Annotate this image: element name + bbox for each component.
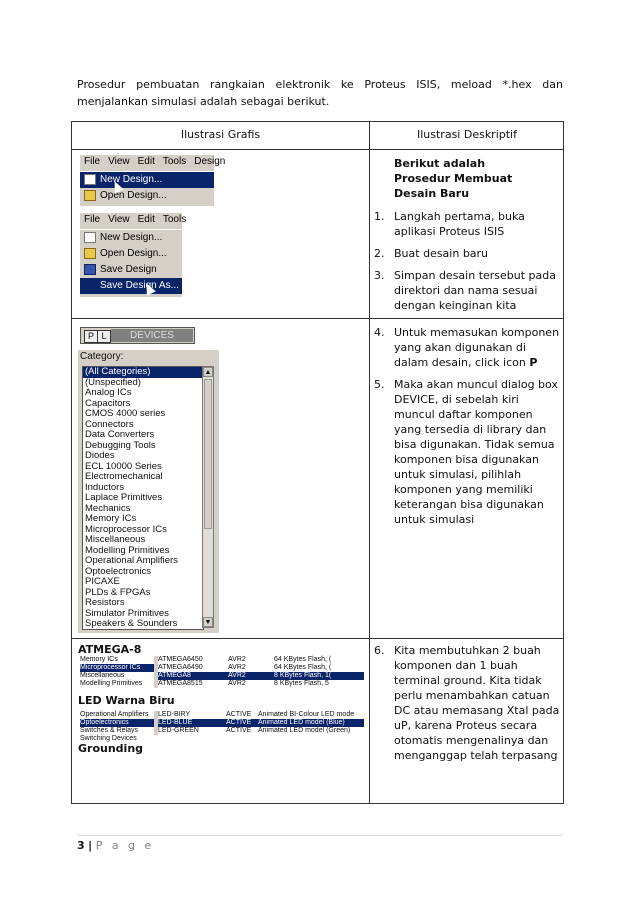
page-footer (77, 839, 154, 852)
new-document-icon (84, 174, 96, 185)
category-item[interactable]: Connectors (85, 418, 134, 430)
category-scrollbar[interactable] (202, 366, 214, 628)
device-row[interactable] (158, 664, 364, 672)
category-panel (78, 350, 219, 633)
file-menu-screenshot-1 (80, 155, 226, 206)
device-cell: ACTIVE (226, 727, 252, 734)
step-1: 1. Langkah pertama, buka aplikasi Proteus ISIS (374, 210, 525, 238)
device-row[interactable] (158, 711, 364, 719)
menu-view[interactable]: View (108, 214, 130, 225)
procedure-table (71, 121, 564, 804)
intro-paragraph: Prosedur pembuatan rangkaian elektronik ke Proteus ISIS, meload *.hex dan menjalankan simulasi adalah sebagai berikut. (77, 78, 563, 108)
category-item[interactable]: CMOS 4000 series (85, 408, 166, 419)
col2-header: Ilustrasi Deskriptif (416, 128, 517, 141)
menu-edit[interactable]: Edit (137, 214, 155, 225)
device-cell: ATMEGA6450 (158, 656, 203, 663)
category-item[interactable]: PICAXE (85, 576, 120, 587)
menu-bar (80, 155, 226, 172)
atmega-list-screenshot (80, 656, 364, 688)
menu-bar (80, 213, 187, 230)
category-item[interactable]: (All Categories) (83, 367, 203, 378)
save-disk-icon (84, 264, 96, 275)
device-cell: ATMEGA8 (158, 672, 191, 679)
device-cell: ACTIVE (226, 711, 252, 718)
menu-item-open-design[interactable]: Open Design... (80, 246, 182, 262)
device-row[interactable] (158, 719, 364, 727)
table-header-divider (72, 149, 563, 150)
atmega-device-column (158, 656, 364, 688)
menu-item-new-design[interactable]: New Design... (80, 172, 214, 188)
led-list-screenshot (80, 711, 364, 742)
menu-item-save-design-as[interactable]: Save Design As... (80, 278, 182, 294)
category-row[interactable]: Optoelectronics (80, 719, 154, 727)
device-cell: LED-BLUE (158, 719, 193, 726)
device-cell: 8 KBytes Flash, 5 (274, 680, 329, 687)
device-cell: LED-BIRY (158, 711, 191, 718)
library-button[interactable]: L (97, 330, 111, 343)
device-cell: Animated BI-Colour LED mode (258, 711, 355, 718)
new-document-icon (84, 232, 96, 243)
section1-text (374, 156, 562, 320)
footer-separator: | (88, 839, 93, 852)
step-3: 3. Simpan desain tersebut pada direktori dan nama sesuai dengan keinginan kita (374, 269, 557, 312)
device-cell: Animated LED model (Green) (258, 727, 351, 734)
category-item[interactable]: Operational Amplifiers (85, 555, 178, 566)
category-item[interactable]: Microprocessor ICs (85, 523, 167, 535)
step-6: 6. Kita membutuhkan 2 buah komponen dan 1 buah terminal ground. Kita tidak perlu menambahkan catuan DC atau memasang Xtal pada uP, karena Proteus secara otomatis mengenalinya dan menganggap telah terpasang (374, 644, 560, 762)
category-item[interactable]: Modelling Primitives (85, 544, 170, 556)
menu-item-new-design[interactable]: New Design... (80, 230, 182, 246)
file-menu-screenshot-2 (80, 213, 187, 297)
menu-file[interactable]: File (84, 156, 101, 167)
device-cell: AVR2 (228, 664, 246, 671)
category-item[interactable]: Capacitors (85, 397, 131, 409)
category-row[interactable]: Modelling Primitives (80, 680, 143, 687)
menu-item-save-design[interactable]: Save Design (80, 262, 182, 278)
devices-toolbar (80, 327, 195, 344)
category-item[interactable]: PLDs & FPGAs (85, 586, 151, 598)
grounding-label: Grounding (78, 742, 144, 755)
category-item[interactable]: ECL 10000 Series (85, 460, 162, 472)
category-item[interactable]: Laplace Primitives (85, 492, 163, 503)
category-item[interactable]: Inductors (85, 481, 125, 493)
category-row[interactable]: Operational Amplifiers (80, 711, 149, 718)
device-row[interactable] (158, 680, 364, 688)
section1-title: Berikut adalah Prosedur Membuat Desain Baru (394, 157, 513, 200)
device-cell: ATMEGA6490 (158, 664, 203, 671)
category-item[interactable]: Resistors (85, 597, 125, 608)
category-row[interactable]: Switches & Relays (80, 727, 138, 734)
category-row[interactable]: Microprocessor ICs (80, 664, 154, 672)
category-item[interactable]: Optoelectronics (85, 565, 152, 577)
device-row[interactable] (158, 656, 364, 664)
menu-item-open-design[interactable]: Open Design... (80, 188, 214, 204)
step-4: 4. Untuk memasukan komponen yang akan digunakan di dalam desain, click icon P (374, 326, 560, 369)
col1-header: Ilustrasi Grafis (180, 128, 261, 141)
devices-title: DEVICES (111, 329, 193, 342)
device-cell: ACTIVE (226, 719, 252, 726)
category-item[interactable]: Speakers & Sounders (85, 618, 178, 629)
category-item[interactable]: Diodes (85, 450, 115, 461)
menu-tools[interactable]: Tools (162, 156, 187, 167)
device-cell: 64 KBytes Flash, ( (274, 656, 332, 663)
menu-edit[interactable]: Edit (137, 156, 155, 167)
led-category-column (80, 711, 154, 742)
open-folder-icon (84, 248, 96, 259)
footer-rule (77, 835, 563, 836)
category-item[interactable]: Data Converters (85, 429, 155, 440)
page-label: P a g e (95, 839, 155, 852)
scroll-up-icon[interactable]: ▲ (204, 369, 212, 376)
category-item[interactable]: (Unspecified) (85, 376, 141, 388)
page-number: 3 (77, 839, 85, 852)
category-list[interactable] (82, 366, 204, 630)
led-label: LED Warna Biru (78, 694, 175, 707)
device-row[interactable] (158, 672, 364, 680)
category-item[interactable]: Simulator Primitives (85, 607, 169, 619)
section3-text (374, 643, 562, 770)
table-row-divider-2 (72, 638, 563, 639)
menu-tools[interactable]: Tools (162, 214, 187, 225)
device-cell: LED-GREEN (158, 727, 199, 734)
category-item[interactable]: Memory ICs (85, 513, 137, 524)
device-cell: AVR2 (228, 656, 246, 663)
category-row[interactable]: Miscellaneous (80, 672, 125, 679)
category-label: Category: (80, 351, 124, 362)
device-cell: AVR2 (228, 672, 246, 679)
step-5: 5. Maka akan muncul dialog box DEVICE, di sebelah kiri muncul daftar komponen yang tersedia di library dan bisa digunakan. Tidak semua komponen bisa digunakan untuk simulasi, pilihlah komponen yang memiliki keterangan bisa digunakan untuk simulasi (374, 378, 558, 526)
table-column-divider (369, 122, 370, 803)
category-item[interactable]: Electromechanical (85, 471, 163, 482)
device-cell: AVR2 (228, 680, 246, 687)
device-cell: ATMEGA8515 (158, 680, 203, 687)
step-2: 2. Buat desain baru (374, 247, 489, 260)
menu-design[interactable]: Design (194, 156, 226, 167)
atmega-category-column (80, 656, 154, 688)
menu-file[interactable]: File (84, 214, 101, 225)
device-cell: Animated LED model (Blue) (258, 719, 345, 726)
device-row[interactable] (158, 727, 364, 735)
atmega-label: ATMEGA-8 (78, 643, 142, 656)
scroll-thumb[interactable] (204, 379, 212, 529)
device-cell: 64 KBytes Flash, ( (274, 664, 332, 671)
menu-view[interactable]: View (108, 156, 130, 167)
led-device-column (158, 711, 364, 735)
section2-text (374, 325, 562, 534)
category-item[interactable]: Miscellaneous (85, 534, 146, 545)
category-item[interactable]: Analog ICs (85, 387, 132, 398)
category-row[interactable]: Memory ICs (80, 656, 118, 663)
scroll-down-icon[interactable]: ▼ (204, 619, 212, 626)
category-item[interactable]: Mechanics (85, 502, 131, 514)
category-item[interactable]: Debugging Tools (85, 439, 156, 451)
device-cell: 8 KBytes Flash, 1( (274, 672, 332, 679)
pick-device-button[interactable]: P (84, 330, 98, 343)
category-row[interactable]: Switching Devices (80, 735, 137, 742)
open-folder-icon (84, 190, 96, 201)
